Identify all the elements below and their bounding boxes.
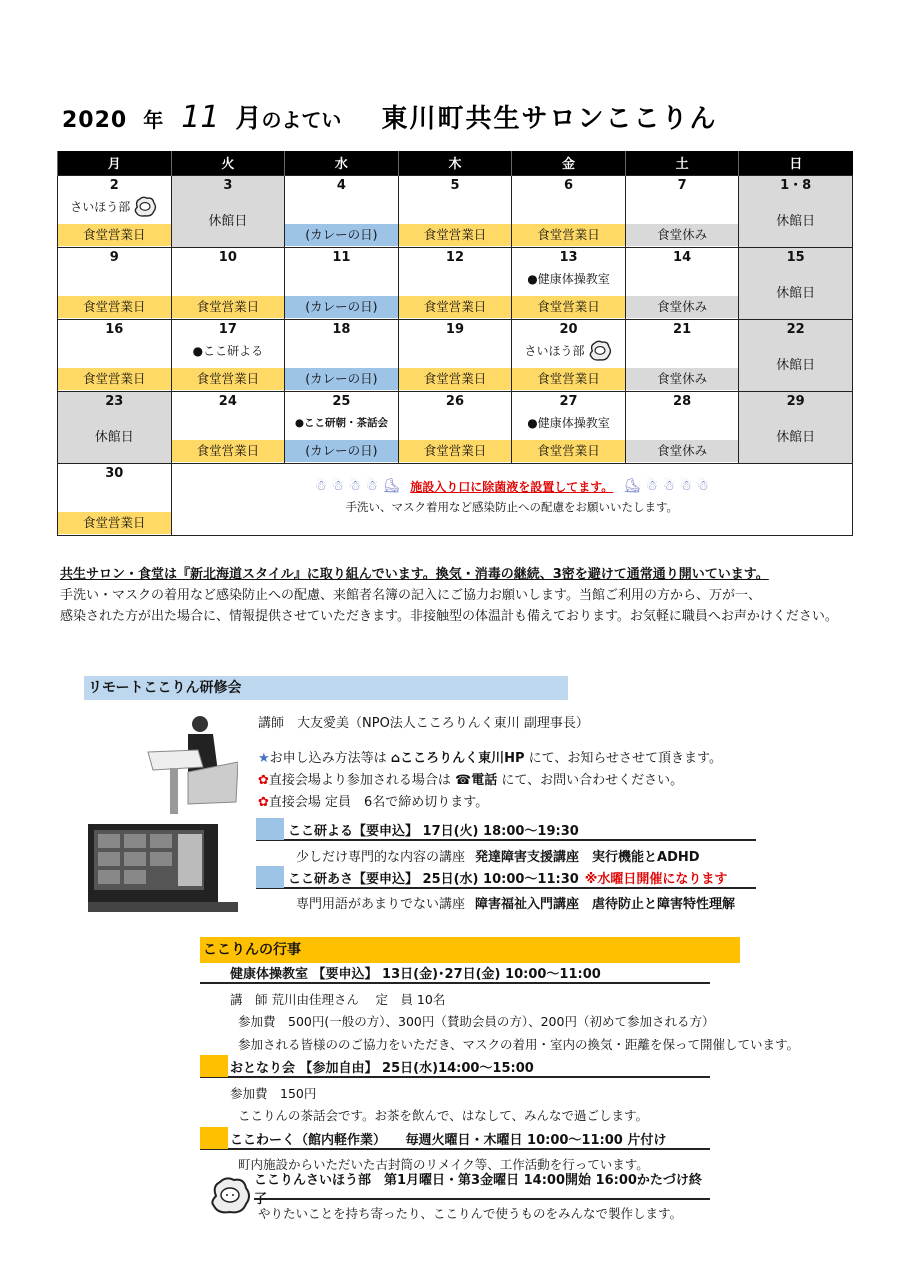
phone-label: ☎電話 [455, 773, 498, 788]
session-note: ※水曜日開催になります [584, 871, 728, 887]
page-title [62, 98, 852, 138]
day-number: 2 [109, 177, 119, 193]
day-number: 11 [332, 249, 351, 265]
calendar-day[interactable] [171, 247, 285, 319]
cafeteria-status: (カレーの日) [285, 224, 398, 246]
day-number: 1・8 [780, 177, 812, 193]
closed-label: 休館日 [776, 213, 816, 229]
star-icon: ★ [258, 751, 270, 766]
calendar-day[interactable] [512, 391, 626, 463]
title-suffix: のよてい [261, 108, 342, 132]
session-desc: 少しだけ専門的な内容の講座 発達障害支援講座 実行機能とADHD [296, 850, 700, 865]
day-number: 21 [673, 321, 692, 337]
cafeteria-status: 食堂営業日 [172, 296, 285, 318]
cafeteria-status: 食堂営業日 [512, 368, 625, 390]
weekday-1: 火 [171, 151, 285, 175]
closed-label: 休館日 [776, 285, 816, 301]
cafeteria-status: 食堂営業日 [172, 440, 285, 462]
day-number: 30 [105, 465, 124, 481]
calendar-day[interactable] [739, 247, 853, 319]
event-row: 健康体操教室 【要申込】 13日(金)･27日(金) 10:00～11:00 [200, 962, 710, 984]
cafeteria-status: 食堂休み [626, 368, 739, 390]
calendar-day[interactable] [512, 175, 626, 247]
title-year: 2020 [62, 108, 128, 133]
day-number: 17 [218, 321, 237, 337]
day-event [512, 196, 625, 219]
calendar-day[interactable] [58, 463, 172, 535]
day-event [172, 268, 285, 291]
day-number: 7 [677, 177, 687, 193]
day-number: 22 [786, 321, 805, 337]
closed-label: 休館日 [94, 429, 134, 445]
day-number: 18 [332, 321, 351, 337]
cafeteria-status: (カレーの日) [285, 368, 398, 390]
calendar-day[interactable] [171, 319, 285, 391]
day-number: 27 [559, 393, 578, 409]
cafeteria-status: 食堂営業日 [512, 224, 625, 246]
calendar-day[interactable] [285, 247, 399, 319]
calendar-week [58, 247, 853, 319]
cafeteria-status: 食堂営業日 [399, 368, 512, 390]
event-marker [200, 1055, 228, 1077]
calendar-day[interactable] [739, 319, 853, 391]
day-number: 9 [109, 249, 119, 265]
remote-heading: リモートここりん研修会 [84, 676, 568, 700]
flower-icon: ✿ [258, 795, 269, 810]
title-month: 11 [181, 100, 220, 135]
day-event [285, 196, 398, 219]
calendar-day[interactable] [739, 175, 853, 247]
weekday-header [58, 151, 853, 175]
day-number: 10 [218, 249, 237, 265]
weekday-2: 水 [285, 151, 399, 175]
day-number: 20 [559, 321, 578, 337]
day-event [626, 412, 739, 435]
calendar-day[interactable] [625, 175, 739, 247]
calendar-day[interactable] [512, 319, 626, 391]
calendar-day[interactable] [398, 391, 512, 463]
day-event [285, 268, 398, 291]
calendar-week [58, 391, 853, 463]
calendar-day[interactable] [398, 247, 512, 319]
cafeteria-status: 食堂営業日 [58, 296, 171, 318]
calendar-day[interactable] [512, 247, 626, 319]
day-number: 6 [564, 177, 574, 193]
day-number: 5 [450, 177, 460, 193]
title-getsu: 月 [235, 104, 262, 134]
day-event [399, 196, 512, 219]
calendar-day[interactable] [58, 175, 172, 247]
info-line-2: 手洗い・マスクの着用など感染防止への配慮、来館者名簿の記入にご協力お願いします。当館ご利用の方から、万が一、 [60, 588, 761, 603]
snowman-decoration-icon: ☃ ☃ ☃ ☃ ⛸ [314, 478, 401, 494]
weekday-0: 月 [58, 151, 172, 175]
calendar-day[interactable] [285, 319, 399, 391]
day-event: ●ここ研よる [192, 343, 264, 358]
calendar-week [58, 319, 853, 391]
event-row: おとなり会 【参加自由】 25日(水)14:00～15:00 [200, 1056, 710, 1078]
calendar-week [58, 175, 853, 247]
session-marker [256, 866, 284, 888]
calendar-day[interactable] [398, 319, 512, 391]
calendar-day[interactable] [58, 319, 172, 391]
day-event: ●健康体操教室 [527, 415, 610, 430]
apply-line: ★お申し込み方法等は ⌂こころりんく東川HP にて、お知らせさせて頂きます。 [258, 751, 722, 766]
event-line: 参加される皆様ののご協力をいただき、マスクの着用・室内の換気・距離を保って開催しています。 [238, 1037, 800, 1052]
cafeteria-status: 食堂営業日 [172, 368, 285, 390]
calendar-day[interactable] [285, 391, 399, 463]
weekday-6: 日 [739, 151, 853, 175]
sheep-icon [132, 196, 158, 218]
session-row: ここ研よる【要申込】 17日(火) 18:00～19:30 [256, 819, 756, 841]
info-block [60, 564, 860, 627]
day-number: 26 [445, 393, 465, 409]
day-number: 23 [105, 393, 124, 409]
day-event [626, 196, 739, 219]
day-event [399, 268, 512, 291]
cafeteria-status: 食堂営業日 [512, 440, 625, 462]
hp-link[interactable]: ⌂こころりんく東川HP [390, 751, 525, 766]
cafeteria-status: 食堂休み [626, 296, 739, 318]
title-nen: 年 [143, 108, 164, 132]
session-desc: 専門用語があまりでない講座 障害福祉入門講座 虐待防止と障害特性理解 [296, 897, 736, 912]
day-event: さいほう部 [58, 196, 171, 219]
cafeteria-status: 食堂営業日 [512, 296, 625, 318]
title-org: 東川町共生サロンここりん [381, 104, 718, 134]
day-number: 15 [786, 249, 805, 265]
calendar-day[interactable] [739, 391, 853, 463]
notice-text: 手洗い、マスク着用など感染防止への配慮をお願いいたします。 [345, 499, 679, 514]
cafeteria-status: 食堂休み [626, 440, 739, 462]
day-number: 4 [336, 177, 346, 193]
event-marker [200, 1127, 228, 1149]
day-number: 13 [559, 249, 578, 265]
calendar [57, 151, 853, 536]
event-line: ここりんの茶話会です。お茶を飲んで、はなして、みんなで過ごします。 [238, 1108, 649, 1123]
event-row: ここりんさいほう部 第1月曜日・第3金曜日 14:00開始 16:00かたづけ終了 [254, 1178, 710, 1200]
cafeteria-status: 食堂営業日 [58, 224, 171, 246]
capacity-line: ✿直接会場 定員 6名で締め切ります。 [258, 795, 489, 810]
events-heading: ここりんの行事 [200, 937, 740, 963]
info-line-3: 感染された方が出た場合に、情報提供させていただきます。非接触型の体温計も備えております。お気軽に職員へお声かけください。 [60, 609, 838, 624]
cafeteria-status: 食堂休み [626, 224, 739, 246]
calendar-day[interactable] [625, 247, 739, 319]
remote-details [258, 748, 722, 814]
closed-label: 休館日 [776, 357, 816, 373]
cafeteria-status: 食堂営業日 [399, 296, 512, 318]
event-line: 参加費 150円 [230, 1086, 317, 1101]
cafeteria-status: 食堂営業日 [399, 224, 512, 246]
day-event: ●ここ研朝・茶話会 [294, 416, 388, 429]
day-event [626, 268, 739, 291]
day-event: ●健康体操教室 [527, 271, 610, 286]
sheep-icon [208, 1176, 252, 1216]
cafeteria-status: 食堂営業日 [58, 512, 171, 534]
day-event [399, 340, 512, 363]
lecturer: 講師 大友愛美（NPO法人こころりんく東川 副理事長） [258, 716, 589, 731]
day-number: 14 [673, 249, 692, 265]
day-number: 25 [332, 393, 351, 409]
event-line: 講 師 荒川由佳理さん 定 員 10名 [230, 992, 446, 1007]
closed-label: 休館日 [776, 429, 816, 445]
cafeteria-status: 食堂営業日 [58, 368, 171, 390]
calendar-day[interactable] [58, 391, 172, 463]
sheep-icon [587, 340, 613, 362]
day-event [58, 340, 171, 363]
cafeteria-status: (カレーの日) [285, 440, 398, 462]
flower-icon: ✿ [258, 773, 269, 788]
day-event: さいほう部 [512, 340, 625, 363]
calendar-week [58, 463, 853, 535]
session-row: ここ研あさ【要申込】 25日(水) 10:00～11:30 ※水曜日開催になります [256, 867, 756, 889]
day-number: 29 [786, 393, 805, 409]
direct-line: ✿直接会場より参加される場合は ☎電話 にて、お問い合わせください。 [258, 773, 684, 788]
notice-cell [171, 463, 852, 535]
closed-label: 休館日 [208, 213, 248, 229]
day-event [172, 412, 285, 435]
weekday-4: 金 [512, 151, 626, 175]
event-line: 参加費 500円(一般の方）、300円（賛助会員の方）、200円（初めて参加される方） [238, 1014, 715, 1029]
calendar-day[interactable] [398, 175, 512, 247]
cafeteria-status: (カレーの日) [285, 296, 398, 318]
day-number: 24 [218, 393, 237, 409]
event-row: ここわーく（館内軽作業） 毎週火曜日・木曜日 10:00～11:00 片付け [200, 1128, 710, 1150]
info-lead: 共生サロン・食堂は『新北海道スタイル』に取り組んでいます。換気・消毒の継続、3密を避けて通常通り開いています。 [60, 567, 769, 582]
event-line: やりたいことを持ち寄ったり、ここりんで使うものをみんなで製作します。 [258, 1206, 683, 1221]
calendar-day[interactable] [171, 175, 285, 247]
lecture-photo [88, 712, 238, 912]
calendar-day[interactable] [285, 175, 399, 247]
day-number: 3 [223, 177, 233, 193]
day-event [58, 268, 171, 291]
day-number: 19 [445, 321, 465, 337]
session-marker [256, 818, 284, 840]
day-event [626, 340, 739, 363]
notice-warning: 施設入り口に除菌液を設置してます。 [410, 479, 614, 494]
weekday-3: 木 [398, 151, 512, 175]
calendar-day[interactable] [171, 391, 285, 463]
day-number: 16 [105, 321, 124, 337]
event-line: 町内施設からいただいた古封筒のリメイク等、工作活動を行っています。 [238, 1157, 649, 1172]
calendar-day[interactable] [58, 247, 172, 319]
day-number: 12 [445, 249, 465, 265]
calendar-day[interactable] [625, 391, 739, 463]
day-event [285, 340, 398, 363]
day-number: 28 [673, 393, 692, 409]
day-event [399, 412, 512, 435]
cafeteria-status: 食堂営業日 [399, 440, 512, 462]
weekday-5: 土 [625, 151, 739, 175]
snowman-decoration-icon: ⛸ ☃ ☃ ☃ ☃ [623, 478, 710, 494]
calendar-day[interactable] [625, 319, 739, 391]
